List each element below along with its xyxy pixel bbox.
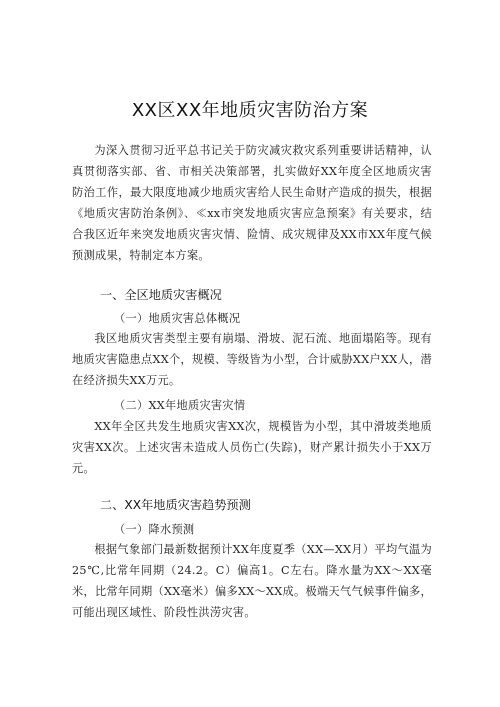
section1-sub1-heading: （一）地质灾害总体概况 [114,312,241,325]
section1-heading: 一、全区地质灾害概况 [100,288,222,302]
intro-paragraph: 为深入贯彻习近平总书记关于防灾减灾救灾系列重要讲话精神，认真贯彻落实部、省、市相关决策部署，扎实做好XX年度全区地质灾害防治工作，最大限度地减少地质灾害给人民生命财产造成的损失，根据《地质灾害防治条例》、≪xx市突发地质灾害应急预案》有关要求，结合我区近年来突发地质灾害灾情、险情、成灾规律及XX市XX年度气候预测成果，特制定本方案。 [72,144,432,262]
section2-sub1-text: 根据气象部门最新数据预计XX年度夏季（XX—XX月）平均气温为25℃,比常年同期（24.2。C）偏高1。C左右。降水量为XX～XX毫米，比常年同期（XX毫米）偏多XX～XX成。极端天气气候事件偏多，可能出现区域性、阶段性洪涝灾害。 [72,543,432,619]
section1-sub1-text: 我区地质灾害类型主要有崩塌、滑坡、泥石流、地面塌陷等。现有地质灾害隐患点XX个，规模、等级皆为小型，合计威胁XX户XX人，潜在经济损失XX万元。 [72,332,432,387]
section2-heading: 二、XX年地质灾害趋势预测 [100,498,251,512]
section1-sub2-text: XX年全区共发生地质灾害XX次，规模皆为小型，其中滑坡类地质灾害XX次。上述灾害未造成人员伤亡(失踪)，财产累计损失小于XX万元。 [72,420,432,475]
section2-sub1-heading: （一）降水预测 [114,523,195,536]
document-title: XX区XX年地质灾害防治方案 [131,100,369,121]
section1-sub2-heading: （二）XX年地质灾害灾情 [114,399,246,412]
